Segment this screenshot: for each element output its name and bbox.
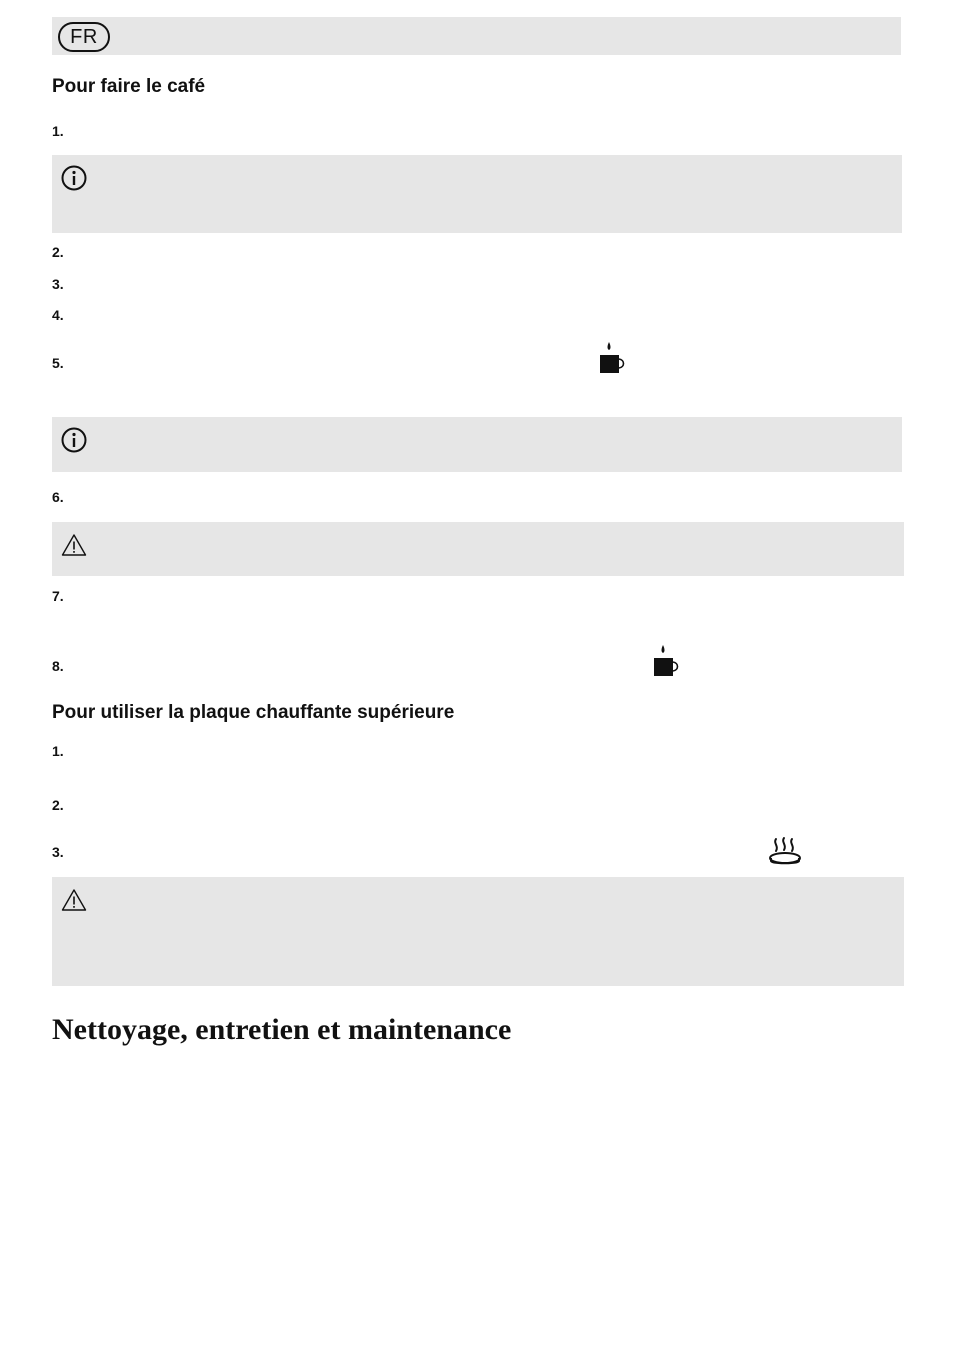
section-title-make-coffee: Pour faire le café — [52, 76, 206, 97]
step-number: 3. — [52, 276, 64, 292]
step-number: 6. — [52, 489, 64, 505]
warning-icon — [61, 533, 87, 557]
warning-box — [52, 522, 904, 576]
step-number: 1. — [52, 123, 64, 139]
step-number: 7. — [52, 588, 64, 604]
coffee-cup-icon — [598, 340, 628, 376]
language-badge: FR — [58, 22, 110, 52]
step-number: 1. — [52, 743, 64, 759]
info-box — [52, 155, 902, 233]
step-number: 8. — [52, 658, 64, 674]
section-title-cleaning: Nettoyage, entretien et maintenance — [52, 1013, 512, 1046]
step-number: 2. — [52, 797, 64, 813]
warning-icon — [61, 888, 87, 912]
info-icon — [61, 427, 87, 453]
language-bar — [52, 17, 901, 55]
step-number: 4. — [52, 307, 64, 323]
coffee-cup-icon — [652, 643, 682, 679]
hotplate-icon — [767, 835, 803, 867]
section-title-top-hotplate: Pour utiliser la plaque chauffante supérieure — [52, 702, 455, 723]
step-number: 2. — [52, 244, 64, 260]
step-number: 5. — [52, 355, 64, 371]
warning-box — [52, 877, 904, 986]
info-icon — [61, 165, 87, 191]
step-number: 3. — [52, 844, 64, 860]
info-box — [52, 417, 902, 472]
